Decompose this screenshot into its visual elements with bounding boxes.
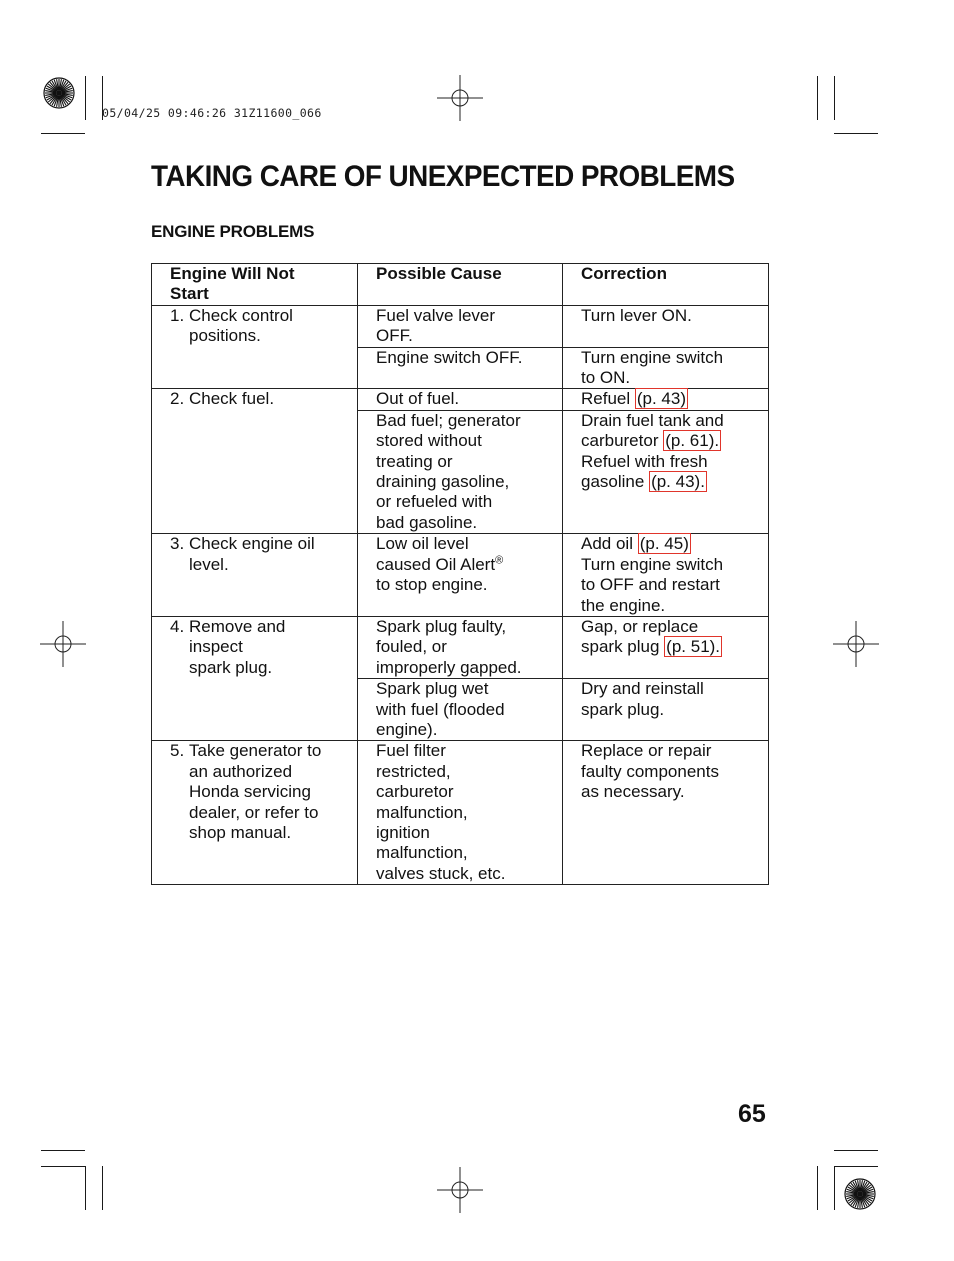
correction-cell: Refuel (p. 43) [563,389,769,410]
registration-target-icon [843,1177,877,1211]
table-row [152,616,769,678]
correction-cell: Dry and reinstall spark plug. [563,679,769,741]
step-cell: 3. Check engine oil level. [152,534,358,617]
section-title: ENGINE PROBLEMS [151,222,315,241]
step-cell: 5. Take generator to an authorized Honda servicing dealer, or refer to shop manual. [152,741,358,885]
correction-cell: Add oil (p. 45) Turn engine switch to OFF and restart the engine. [563,534,769,617]
column-header-correction: Correction [563,264,769,306]
crosshair-icon [437,1167,483,1213]
cause-cell: Engine switch OFF. [358,347,563,389]
correction-cell: Gap, or replace spark plug (p. 51). [563,616,769,678]
crosshair-icon [833,621,879,667]
table-row [152,741,769,885]
cause-cell: Bad fuel; generator stored without treating or draining gasoline, or refueled with bad gasoline. [358,410,563,533]
cause-cell: Spark plug wet with fuel (flooded engine). [358,679,563,741]
table-row [152,305,769,347]
crosshair-icon [437,75,483,121]
page-ref-link[interactable]: (p. 43) [636,389,687,409]
column-header-symptom: Engine Will Not Start [152,264,358,306]
table-row [152,534,769,617]
correction-cell: Turn lever ON. [563,305,769,347]
page-ref-link[interactable]: (p. 61). [665,431,720,451]
troubleshooting-table [151,263,769,885]
crosshair-icon [40,621,86,667]
print-stamp: 05/04/25 09:46:26 31Z11600_066 [102,106,322,120]
page-ref-link[interactable]: (p. 43). [651,472,705,492]
correction-cell: Replace or repair faulty components as necessary. [563,741,769,885]
cause-cell: Low oil level caused Oil Alert® to stop engine. [358,534,563,617]
cause-cell: Fuel filter restricted, carburetor malfunction, ignition malfunction, valves stuck, etc. [358,741,563,885]
cause-cell: Out of fuel. [358,389,563,410]
column-header-cause: Possible Cause [358,264,563,306]
correction-cell: Turn engine switch to ON. [563,347,769,389]
step-cell: 4. Remove and inspect spark plug. [152,616,358,740]
cause-cell: Spark plug faulty, fouled, or improperly gapped. [358,616,563,678]
registration-target-icon [42,76,76,110]
page-ref-link[interactable]: (p. 51). [666,637,721,657]
table-row [152,389,769,410]
table-header-row [152,264,769,306]
step-cell: 2. Check fuel. [152,389,358,534]
step-cell: 1. Check control positions. [152,305,358,389]
page-number: 65 [738,1100,766,1128]
page-ref-link[interactable]: (p. 45) [639,534,689,554]
cause-cell: Fuel valve lever OFF. [358,305,563,347]
page-title: TAKING CARE OF UNEXPECTED PROBLEMS [151,160,735,193]
correction-cell: Drain fuel tank and carburetor (p. 61). Refuel with fresh gasoline (p. 43). [563,410,769,533]
